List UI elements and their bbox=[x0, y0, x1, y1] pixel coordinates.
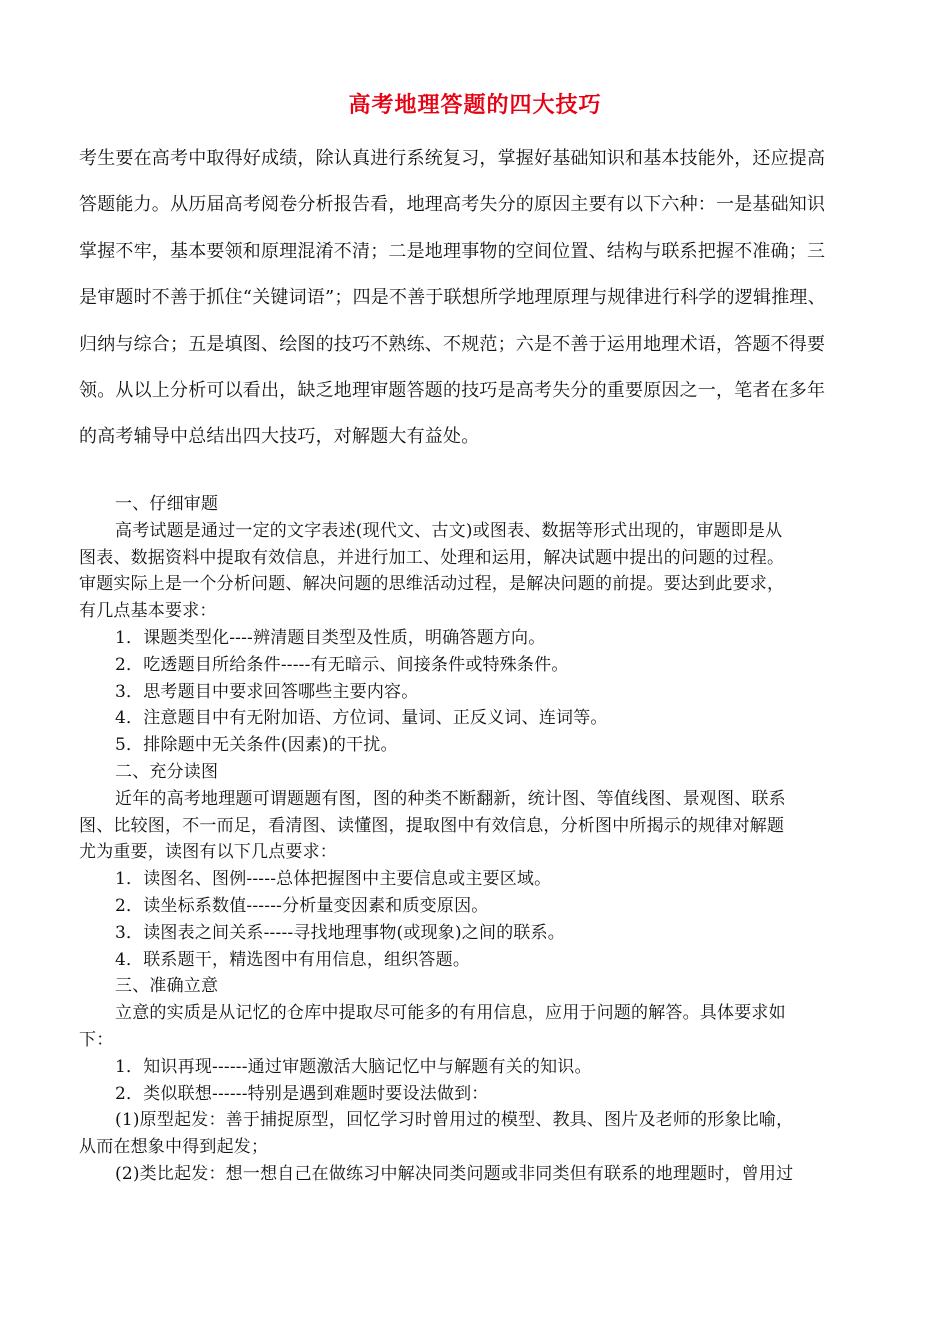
body-line: 立意的实质是从记忆的仓库中提取尽可能多的有用信息，应用于问题的解答。具体要求如 bbox=[115, 1003, 786, 1024]
body-line: (2)类比起发：想一想自己在做练习中解决同类问题或非同类但有联系的地理题时，曾用过 bbox=[115, 1163, 794, 1184]
body-line: 5．排除题中无关条件(因素)的干扰。 bbox=[115, 735, 398, 756]
intro-line: 是审题时不善于抓住“关键词语”；四是不善于联想所学地理原理与规律进行科学的逻辑推理、 bbox=[79, 287, 826, 309]
body-line: 4．注意题目中有无附加语、方位词、量词、正反义词、连词等。 bbox=[115, 708, 608, 729]
intro-line: 的高考辅导中总结出四大技巧，对解题大有益处。 bbox=[79, 426, 480, 448]
body-line: 3．思考题目中要求回答哪些主要内容。 bbox=[115, 681, 419, 702]
body-line: 4．联系题干，精选图中有用信息，组织答题。 bbox=[115, 949, 471, 970]
body-line: 下： bbox=[79, 1029, 114, 1050]
body-line: 1．课题类型化----辨清题目类型及性质，明确答题方向。 bbox=[115, 627, 546, 648]
body-line: 从而在想象中得到起发； bbox=[79, 1137, 269, 1158]
body-line: 尤为重要，读图有以下几点要求： bbox=[79, 842, 337, 863]
intro-line: 归纳与综合；五是填图、绘图的技巧不熟练、不规范；六是不善于运用地理术语，答题不得要 bbox=[79, 333, 826, 355]
body-line: 有几点基本要求： bbox=[79, 601, 217, 622]
body-line: 图表、数据资料中提取有效信息，并进行加工、处理和运用，解决试题中提出的问题的过程。 bbox=[79, 547, 785, 568]
body-line: 1．读图名、图例-----总体把握图中主要信息或主要区域。 bbox=[115, 869, 552, 890]
intro-line: 答题能力。从历届高考阅卷分析报告看，地理高考失分的原因主要有以下六种：一是基础知识 bbox=[79, 194, 826, 216]
body-line: 2．吃透题目所给条件-----有无暗示、间接条件或特殊条件。 bbox=[115, 654, 569, 675]
intro-paragraph bbox=[79, 136, 879, 461]
intro-line: 考生要在高考中取得好成绩，除认真进行系统复习，掌握好基础知识和基本技能外，还应提高 bbox=[79, 148, 826, 169]
intro-line: 掌握不牢，基本要领和原理混淆不清；二是地理事物的空间位置、结构与联系把握不准确；三 bbox=[79, 240, 826, 262]
document-title: 高考地理答题的四大技巧 bbox=[348, 92, 602, 118]
body-line: 近年的高考地理题可谓题题有图，图的种类不断翻新，统计图、等值线图、景观图、联系 bbox=[115, 788, 786, 809]
body-line: 二、充分读图 bbox=[115, 761, 219, 782]
body-line: 2．读坐标系数值------分析量变因素和质变原因。 bbox=[115, 895, 489, 916]
intro-line: 领。从以上分析可以看出，缺乏地理审题答题的技巧是高考失分的重要原因之一，笔者在多年 bbox=[79, 380, 826, 402]
body-line: 高考试题是通过一定的文字表述(现代文、古文)或图表、数据等形式出现的，审题即是从 bbox=[115, 520, 783, 541]
body-line: 三、准确立意 bbox=[115, 976, 219, 997]
body-line: 图、比较图，不一而足，看清图、读懂图，提取图中有效信息，分析图中所揭示的规律对解题 bbox=[79, 815, 785, 836]
body-section bbox=[79, 491, 879, 1188]
body-line: 2．类似联想------特别是遇到难题时要设法做到： bbox=[115, 1083, 489, 1104]
body-line: 3．读图表之间关系-----寻找地理事物(或现象)之间的联系。 bbox=[115, 922, 566, 943]
body-line: 一、仔细审题 bbox=[115, 494, 219, 514]
body-line: 审题实际上是一个分析问题、解决问题的思维活动过程，是解决问题的前提。要达到此要求， bbox=[79, 574, 785, 595]
body-line: 1．知识再现------通过审题激活大脑记忆中与解题有关的知识。 bbox=[115, 1056, 592, 1077]
body-line: (1)原型起发：善于捕捉原型，回忆学习时曾用过的模型、教具、图片及老师的形象比喻， bbox=[115, 1110, 794, 1131]
